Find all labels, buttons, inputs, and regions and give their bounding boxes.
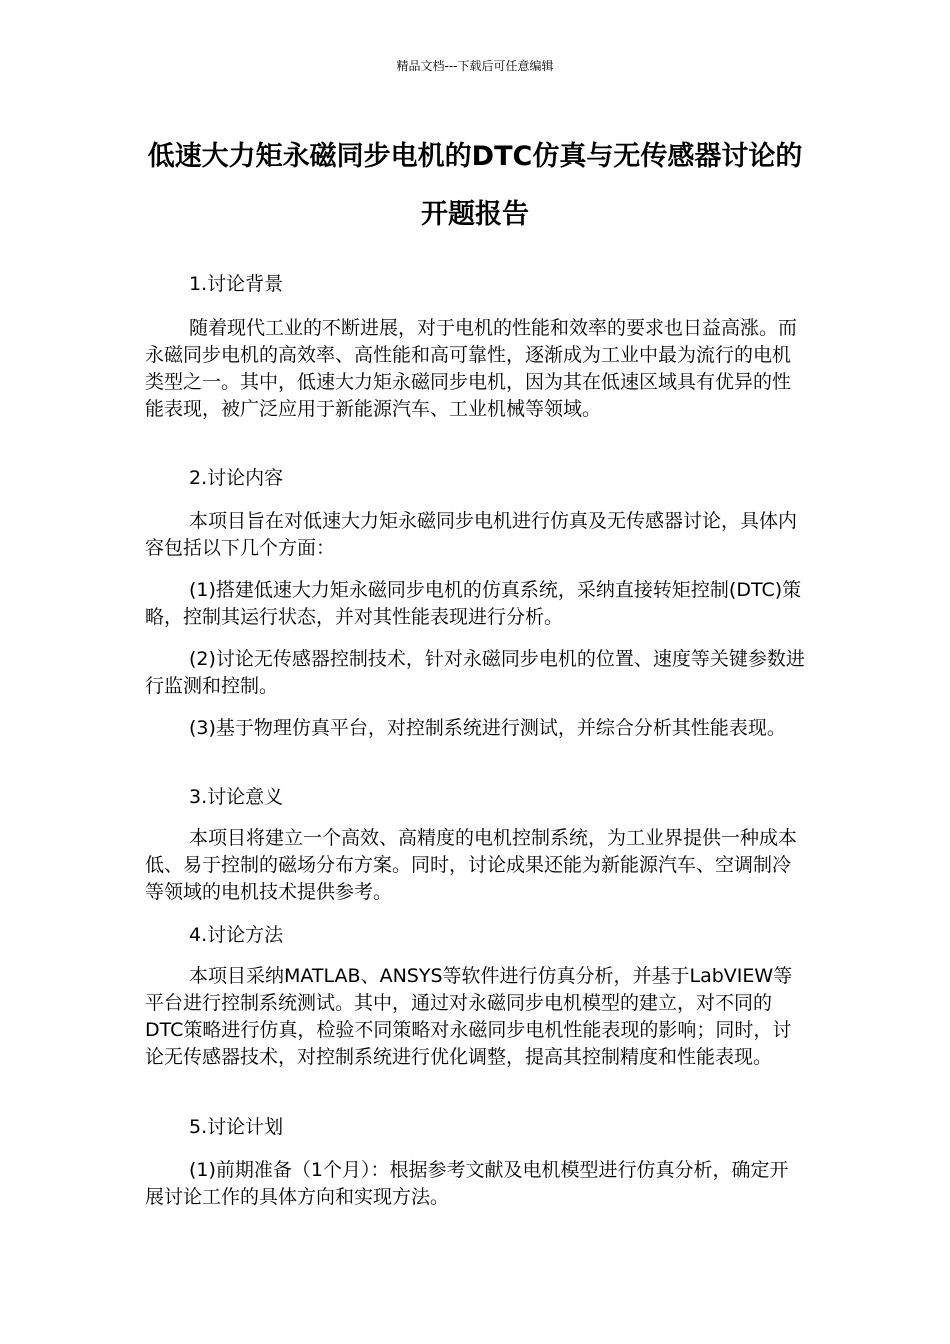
paragraph-background: 随着现代工业的不断进展，对于电机的性能和效率的要求也日益高涨。而永磁同步电机的高效率、高性能和高可靠性，逐渐成为工业中最为流行的电机类型之一。其中，低速大力矩永磁同步电机，因为其在低速区域具有优异的性能表现，被广泛应用于新能源汽车、工业机械等领域。 — [145, 317, 798, 420]
section-heading-background: 1.讨论背景 — [189, 273, 284, 295]
section-heading-significance: 3.讨论意义 — [189, 786, 284, 808]
section-heading-method: 4.讨论方法 — [189, 924, 284, 946]
section-heading-content: 2.讨论内容 — [189, 467, 284, 489]
paragraph-content-item-2: (2)讨论无传感器控制技术，针对永磁同步电机的位置、速度等关键参数进行监测和控制。 — [145, 648, 805, 697]
paragraph-content-item-1: (1)搭建低速大力矩永磁同步电机的仿真系统，采纳直接转矩控制(DTC)策略，控制其运行状态，并对其性能表现进行分析。 — [145, 579, 802, 628]
document-title: 低速大力矩永磁同步电机的DTC仿真与无传感器讨论的开题报告 — [147, 141, 803, 230]
paragraph-content-item-3: (3)基于物理仿真平台，对控制系统进行测试，并综合分析其性能表现。 — [189, 717, 786, 739]
section-heading-plan: 5.讨论计划 — [189, 1116, 284, 1138]
page-header-note: 精品文档---下载后可任意编辑 — [396, 59, 554, 73]
paragraph-significance: 本项目将建立一个高效、高精度的电机控制系统，为工业界提供一种成本低、易于控制的磁场分布方案。同时，讨论成果还能为新能源汽车、空调制冷等领域的电机技术提供参考。 — [145, 827, 798, 903]
paragraph-content-intro: 本项目旨在对低速大力矩永磁同步电机进行仿真及无传感器讨论，具体内容包括以下几个方面： — [145, 510, 798, 559]
paragraph-method: 本项目采纳MATLAB、ANSYS等软件进行仿真分析，并基于LabVIEW等平台进行控制系统测试。其中，通过对永磁同步电机模型的建立，对不同的DTC策略进行仿真，检验不同策略对永磁同步电机性能表现的影响；同时，讨论无传感器技术，对控制系统进行优化调整，提高其控制精度和性能表现。 — [145, 965, 793, 1068]
paragraph-plan-item-1: (1)前期准备（1个月）：根据参考文献及电机模型进行仿真分析，确定开展讨论工作的具体方向和实现方法。 — [145, 1159, 789, 1208]
